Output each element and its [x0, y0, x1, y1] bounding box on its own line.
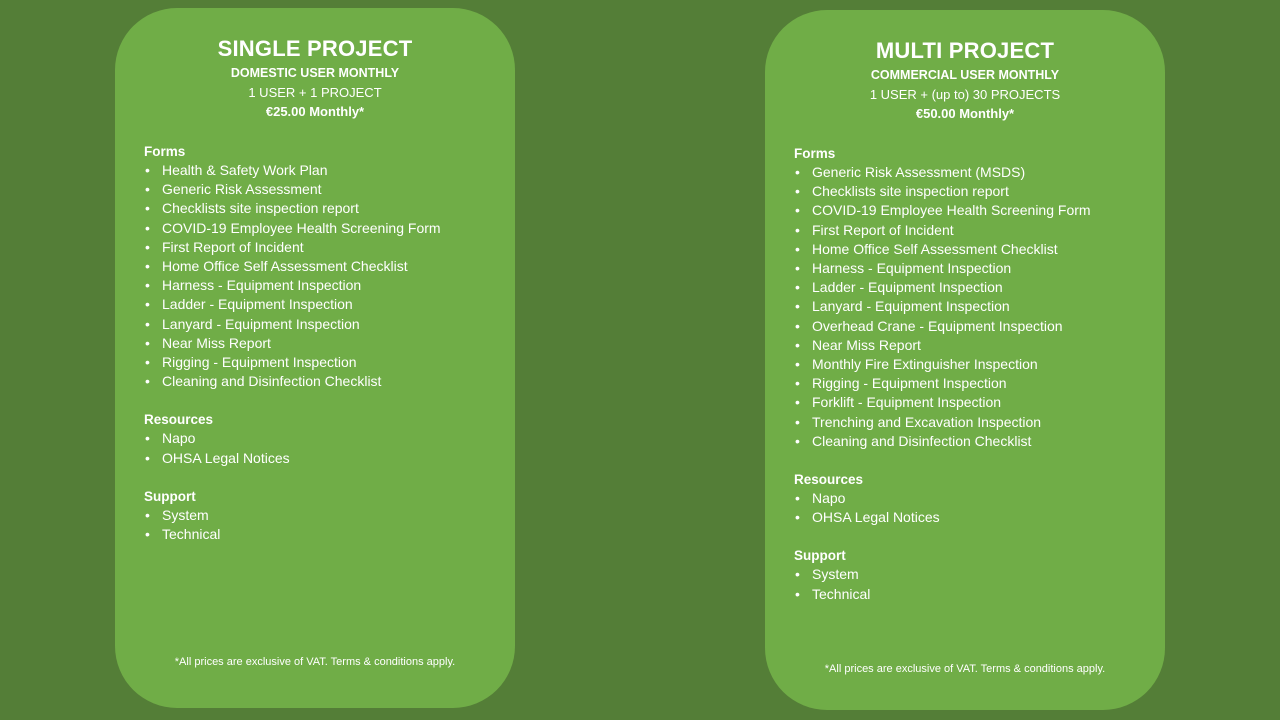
- list-item-label: Rigging - Equipment Inspection: [162, 354, 357, 371]
- list-item-label: First Report of Incident: [162, 238, 304, 255]
- section-title-support: Support: [794, 548, 846, 564]
- section-list-forms: [144, 161, 515, 391]
- list-item-label: Home Office Self Assessment Checklist: [162, 258, 408, 275]
- bullet-icon: •: [795, 490, 800, 507]
- plan-price: €25.00 Monthly*: [265, 104, 365, 119]
- list-item: [144, 372, 515, 391]
- bullet-icon: •: [795, 202, 800, 219]
- list-item-label: Cleaning and Disinfection Checklist: [162, 373, 382, 390]
- card-header: [115, 8, 515, 121]
- card-header: [765, 10, 1165, 123]
- bullet-icon: •: [795, 413, 800, 430]
- list-item-label: Generic Risk Assessment (MSDS): [812, 164, 1026, 180]
- list-item-label: Overhead Crane - Equipment Inspection: [812, 317, 1063, 334]
- list-item: [794, 336, 1165, 355]
- list-item-label: Napo: [812, 490, 846, 507]
- list-item-label: Home Office Self Assessment Checklist: [812, 240, 1058, 257]
- list-item-label: Near Miss Report: [812, 336, 921, 353]
- list-item: [794, 240, 1165, 259]
- plan-title: MULTI PROJECT: [875, 38, 1055, 63]
- bullet-icon: •: [145, 506, 150, 523]
- section-title-resources: Resources: [794, 472, 864, 488]
- bullet-icon: •: [145, 162, 150, 178]
- plan-price: €50.00 Monthly*: [915, 106, 1015, 121]
- bullet-icon: •: [145, 258, 150, 275]
- plan-title: SINGLE PROJECT: [217, 36, 413, 61]
- bullet-icon: •: [795, 221, 800, 238]
- list-item-label: COVID-19 Employee Health Screening Form: [812, 202, 1091, 219]
- list-item: [144, 353, 515, 372]
- section-list-forms: [794, 163, 1165, 451]
- bullet-icon: •: [145, 238, 150, 255]
- section-title-resources: Resources: [144, 412, 214, 428]
- section-list-resources: [144, 429, 515, 467]
- bullet-icon: •: [795, 240, 800, 257]
- card-body: [115, 142, 515, 544]
- footnote: *All prices are exclusive of VAT. Terms & conditions apply.: [824, 663, 1106, 675]
- plan-users: 1 USER + 1 PROJECT: [248, 85, 382, 100]
- bullet-icon: •: [145, 315, 150, 332]
- bullet-icon: •: [795, 164, 800, 180]
- list-item: [144, 295, 515, 314]
- list-item: [794, 278, 1165, 297]
- list-item: [794, 317, 1165, 336]
- bullet-icon: •: [795, 298, 800, 315]
- list-item: [794, 374, 1165, 393]
- section-title-forms: Forms: [144, 144, 186, 159]
- bullet-icon: •: [145, 526, 150, 543]
- list-item: [794, 297, 1165, 316]
- bullet-icon: •: [795, 336, 800, 353]
- list-item: [144, 161, 515, 180]
- list-item-label: Technical: [162, 526, 221, 543]
- bullet-icon: •: [145, 354, 150, 371]
- list-item: [794, 182, 1165, 201]
- list-item: [144, 334, 515, 353]
- list-item: [794, 489, 1165, 508]
- list-item: [144, 219, 515, 238]
- bullet-icon: •: [795, 566, 800, 583]
- bullet-icon: •: [145, 219, 150, 236]
- bullet-icon: •: [145, 296, 150, 313]
- bullet-icon: •: [145, 200, 150, 217]
- plan-subtitle: COMMERCIAL USER MONTHLY: [870, 68, 1060, 82]
- bullet-icon: •: [145, 334, 150, 351]
- plan-subtitle: DOMESTIC USER MONTHLY: [230, 66, 400, 80]
- footnote: *All prices are exclusive of VAT. Terms & conditions apply.: [174, 656, 456, 668]
- single-project-card: [115, 8, 515, 708]
- list-item-label: Generic Risk Assessment: [162, 181, 322, 198]
- bullet-icon: •: [145, 277, 150, 294]
- list-item: [794, 355, 1165, 374]
- list-item: [794, 508, 1165, 527]
- list-item-label: Napo: [162, 430, 196, 447]
- bullet-icon: •: [795, 375, 800, 392]
- list-item-label: Checklists site inspection report: [162, 200, 359, 217]
- list-item: [144, 238, 515, 257]
- list-item: [794, 585, 1165, 604]
- bullet-icon: •: [795, 279, 800, 296]
- list-item-label: COVID-19 Employee Health Screening Form: [162, 219, 441, 236]
- list-item-label: First Report of Incident: [812, 221, 954, 238]
- list-item: [794, 413, 1165, 432]
- bullet-icon: •: [145, 430, 150, 447]
- list-item: [794, 163, 1165, 182]
- list-item-label: Forklift - Equipment Inspection: [812, 394, 1002, 411]
- list-item: [144, 449, 515, 468]
- bullet-icon: •: [795, 260, 800, 277]
- list-item: [144, 315, 515, 334]
- list-item-label: System: [812, 566, 859, 583]
- list-item-label: Cleaning and Disinfection Checklist: [812, 432, 1032, 449]
- section-list-resources: [794, 489, 1165, 527]
- card-body: [765, 144, 1165, 604]
- list-item: [794, 259, 1165, 278]
- list-item: [794, 221, 1165, 240]
- list-item: [144, 276, 515, 295]
- list-item-label: Trenching and Excavation Inspection: [812, 413, 1042, 430]
- bullet-icon: •: [795, 317, 800, 334]
- list-item-label: Technical: [812, 585, 871, 602]
- list-item: [794, 201, 1165, 220]
- list-item: [144, 180, 515, 199]
- list-item: [144, 429, 515, 448]
- list-item-label: Lanyard - Equipment Inspection: [812, 298, 1010, 315]
- list-item: [794, 393, 1165, 412]
- section-title-forms: Forms: [794, 146, 836, 161]
- bullet-icon: •: [795, 432, 800, 449]
- list-item: [144, 257, 515, 276]
- bullet-icon: •: [795, 356, 800, 373]
- bullet-icon: •: [795, 585, 800, 602]
- bullet-icon: •: [795, 183, 800, 200]
- list-item-label: Harness - Equipment Inspection: [812, 260, 1012, 277]
- list-item: [144, 506, 515, 525]
- bullet-icon: •: [145, 181, 150, 198]
- list-item-label: Checklists site inspection report: [812, 183, 1009, 200]
- bullet-icon: •: [795, 509, 800, 526]
- list-item-label: OHSA Legal Notices: [812, 509, 940, 526]
- list-item: [144, 525, 515, 544]
- list-item: [794, 565, 1165, 584]
- multi-project-card: [765, 10, 1165, 710]
- list-item: [144, 199, 515, 218]
- section-list-support: [144, 506, 515, 544]
- plan-users: 1 USER + (up to) 30 PROJECTS: [869, 87, 1061, 102]
- list-item-label: Rigging - Equipment Inspection: [812, 375, 1007, 392]
- list-item-label: Health & Safety Work Plan: [162, 162, 328, 178]
- list-item-label: Near Miss Report: [162, 334, 271, 351]
- bullet-icon: •: [145, 373, 150, 390]
- bullet-icon: •: [145, 449, 150, 466]
- section-list-support: [794, 565, 1165, 603]
- bullet-icon: •: [795, 394, 800, 411]
- list-item: [794, 432, 1165, 451]
- section-title-support: Support: [144, 488, 196, 504]
- list-item-label: System: [162, 506, 209, 523]
- list-item-label: Ladder - Equipment Inspection: [812, 279, 1003, 296]
- list-item-label: OHSA Legal Notices: [162, 449, 290, 466]
- list-item-label: Lanyard - Equipment Inspection: [162, 315, 360, 332]
- list-item-label: Ladder - Equipment Inspection: [162, 296, 353, 313]
- list-item-label: Monthly Fire Extinguisher Inspection: [812, 356, 1038, 373]
- list-item-label: Harness - Equipment Inspection: [162, 277, 362, 294]
